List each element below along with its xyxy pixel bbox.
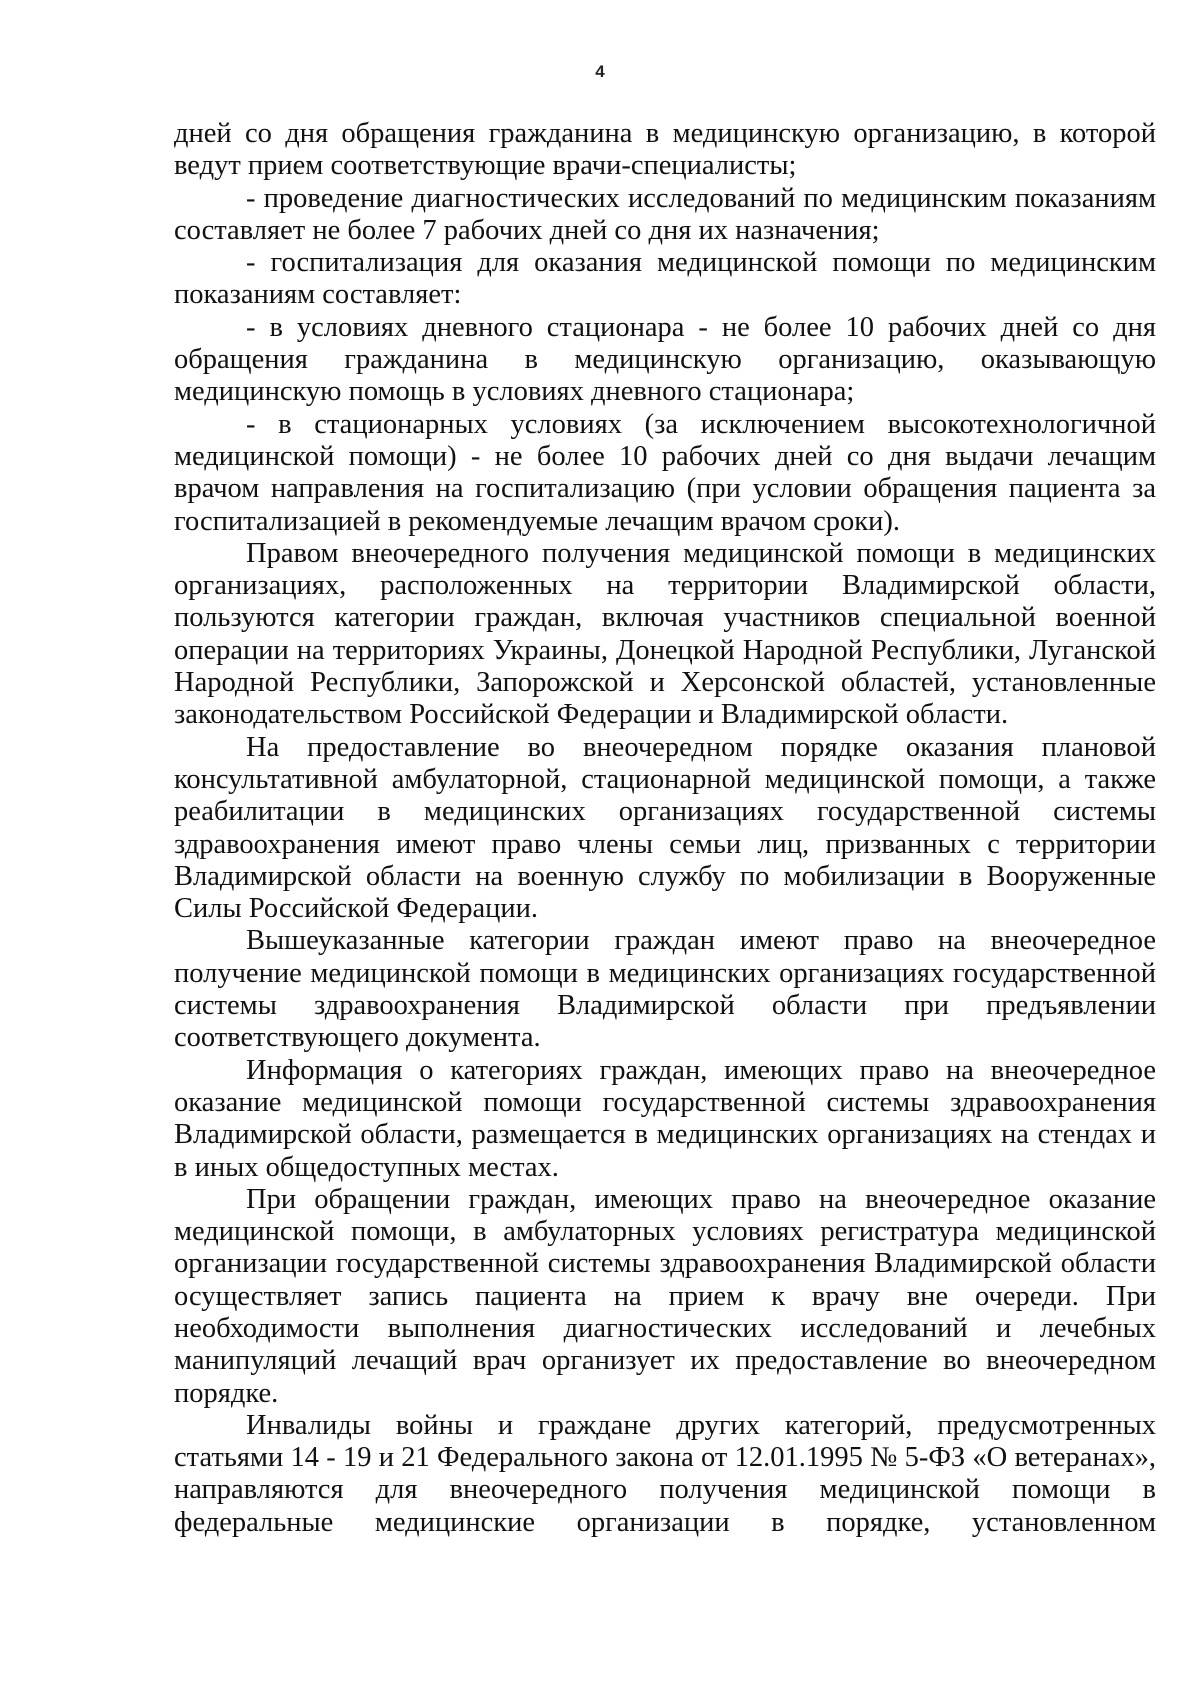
paragraph-information-placement: Информация о категориях граждан, имеющих право на внеочередное оказание медицинской помощи государственной системы здравоохранения Владимирской области, размещается в медицинских организациях на стендах и в иных общедоступных местах. — [174, 1054, 1156, 1183]
paragraph-war-invalids: Инвалиды войны и граждане других категорий, предусмотренных статьями 14 - 19 и 21 Федерального закона от 12.01.1995 № 5-ФЗ «О ветеранах», направляются для внеочередного получения медицинской помощи в федеральные медицинские организации в порядке, установленном — [174, 1409, 1156, 1538]
page-number: 4 — [595, 62, 605, 81]
paragraph-registry-procedure: При обращении граждан, имеющих право на внеочередное оказание медицинской помощи, в амбулаторных условиях регистратура медицинской организации государственной системы здравоохранения Владимирской области осуществляет запись пациента на прием к врачу вне очереди. При необходимости выполнения диагностических исследований и лечебных манипуляций лечащий врач организует их предоставление во внеочередном порядке. — [174, 1183, 1156, 1409]
paragraph-day-hospital-term: - в условиях дневного стационара - не более 10 рабочих дней со дня обращения гражданина в медицинскую организацию, оказывающую медицинскую помощь в условиях дневного стационара; — [174, 311, 1156, 408]
paragraph-hospitalization-term: - госпитализация для оказания медицинской помощи по медицинским показаниям составляет: — [174, 247, 1156, 311]
paragraph-mobilized-families: На предоставление во внеочередном порядке оказания плановой консультативной амбулаторной, стационарной медицинской помощи, а также реабилитации в медицинских организациях государственной системы здравоохранения имеют право члены семьи лиц, призванных с территории Владимирской области на военную службу по мобилизации в Вооруженные Силы Российской Федерации. — [174, 731, 1156, 925]
paragraph-diagnostics-term: - проведение диагностических исследований по медицинским показаниям составляет не более 7 рабочих дней со дня их назначения; — [174, 182, 1156, 246]
document-body — [174, 118, 1156, 1539]
paragraph-priority-right: Правом внеочередного получения медицинской помощи в медицинских организациях, расположенных на территории Владимирской области, пользуются категории граждан, включая участников специальной военной операции на территориях Украины, Донецкой Народной Республики, Луганской Народной Республики, Запорожской и Херсонской областей, установленные законодательством Российской Федерации и Владимирской области. — [174, 537, 1156, 731]
paragraph-inpatient-term: - в стационарных условиях (за исключением высокотехнологичной медицинской помощи) - не более 10 рабочих дней со дня выдачи лечащим врачом направления на госпитализацию (при условии обращения пациента за госпитализацией в рекомендуемые лечащим врачом сроки). — [174, 408, 1156, 537]
paragraph-continuation: дней со дня обращения гражданина в медицинскую организацию, в которой ведут прием соответствующие врачи-специалисты; — [174, 118, 1156, 182]
paragraph-document-presentation: Вышеуказанные категории граждан имеют право на внеочередное получение медицинской помощи в медицинских организациях государственной системы здравоохранения Владимирской области при предъявлении соответствующего документа. — [174, 925, 1156, 1054]
